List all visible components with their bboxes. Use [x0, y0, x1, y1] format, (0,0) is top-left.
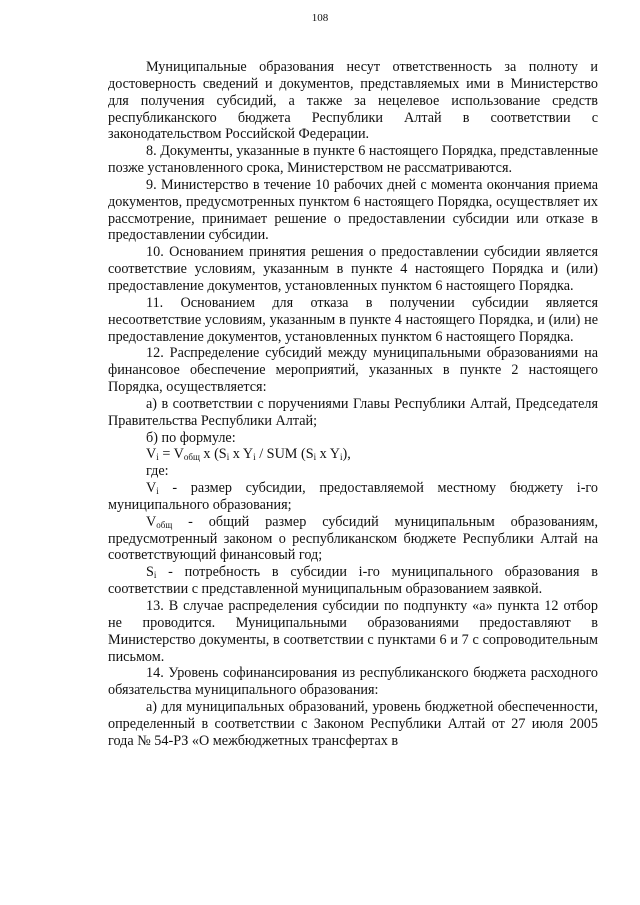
symbol-vi-sub: i — [156, 486, 159, 497]
formula-eq: = V — [158, 446, 184, 463]
definition-vi-text: - размер субсидии, предоставляемой местному бюджету i-го муниципального образования; — [108, 480, 598, 513]
paragraph-responsibility: Муниципальные образования несут ответственность за полноту и достоверность сведений и документов, представляемых ими в Министерство для получения субсидий, а также за нецелевое использование средств республиканского бюджета Республики Алтай в соответствии с законодательством Российской Федерации. — [108, 59, 598, 143]
paragraph-8: 8. Документы, указанные в пункте 6 настоящего Порядка, представленные позже установленного срока, Министерством не рассматриваются. — [108, 143, 598, 177]
subitem-14a: а) для муниципальных образований, уровень бюджетной обеспеченности, определенный в соответствии с Законом Республики Алтай от 27 июля 2005 года № 54-РЗ «О межбюджетных трансфертах в — [108, 699, 598, 749]
symbol-vobsh-sub: общ — [156, 519, 173, 530]
formula-lhs: V — [146, 446, 157, 463]
symbol-vobsh: V — [146, 513, 157, 530]
formula-part: ), — [342, 446, 351, 463]
definition-vobsh-text: - общий размер субсидий муниципальным образованиям, предусмотренный законом о республиканском бюджете Республики Алтай на соответствующий финансовый год; — [108, 513, 598, 564]
formula-sub: i — [340, 452, 343, 463]
formula-sub: i — [313, 452, 317, 463]
where-label: где: — [146, 463, 169, 480]
paragraph-10: 10. Основанием принятия решения о предоставлении субсидии является соответствие условиям, указанным в пункте 4 настоящего Порядка и (или) предоставление документов, установленных пунктом 6 настоящего Порядка. — [108, 244, 598, 294]
formula-part: x Y — [229, 446, 254, 463]
formula-part: / SUM (S — [255, 446, 314, 463]
definition-vi — [108, 480, 598, 514]
distribution-formula — [108, 446, 598, 463]
definition-si-text: - потребность в субсидии i-го муниципального образования в соответствии с представленной муниципальным образованием заявкой. — [108, 564, 598, 598]
subitem-a: а) в соответствии с поручениями Главы Республики Алтай, Председателя Правительства Республики Алтай; — [108, 395, 598, 429]
definition-vobsh — [108, 514, 598, 565]
paragraph-9: 9. Министерство в течение 10 рабочих дней с момента окончания приема документов, предусмотренных пунктом 6 настоящего Порядка, осуществляет их рассмотрение, принимает решение о предоставлении субсидии или отказе в предоставлении субсидии. — [108, 176, 598, 244]
formula-lhs-sub: i — [156, 452, 159, 463]
paragraph-11: 11. Основанием для отказа в получении субсидии является несоответствие условиям, указанным в пункте 4 настоящего Порядка, и (или) не предоставление документов, установленных пунктом 6 настоящего Порядка. — [108, 294, 598, 345]
definition-si — [108, 564, 598, 598]
paragraph-12: 12. Распределение субсидий между муниципальными образованиями на финансовое обеспечение мероприятий, указанных в пункте 2 настоящего Порядка, осуществляется: — [108, 345, 598, 396]
formula-part: x (S — [199, 446, 227, 463]
document-body — [108, 59, 598, 750]
paragraph-14: 14. Уровень софинансирования из республиканского бюджета расходного обязательства муниципального образования: — [108, 665, 598, 699]
subitem-b: б) по формуле: — [146, 429, 236, 446]
symbol-si-sub: i — [153, 570, 157, 581]
symbol-vi: V — [146, 480, 157, 497]
formula-sub: i — [226, 452, 230, 463]
formula-sub: i — [253, 452, 256, 463]
page-number: 108 — [311, 12, 329, 24]
formula-eq-sub: общ — [183, 452, 200, 463]
formula-part: x Y — [316, 446, 341, 463]
paragraph-13: 13. В случае распределения субсидии по подпункту «а» пункта 12 отбор не проводится. Муниципальными образованиями предоставляют в Министерство документы, в соответствии с пунктами 6 и 7 с сопроводительным письмом. — [108, 598, 598, 665]
symbol-si: S — [146, 564, 154, 581]
